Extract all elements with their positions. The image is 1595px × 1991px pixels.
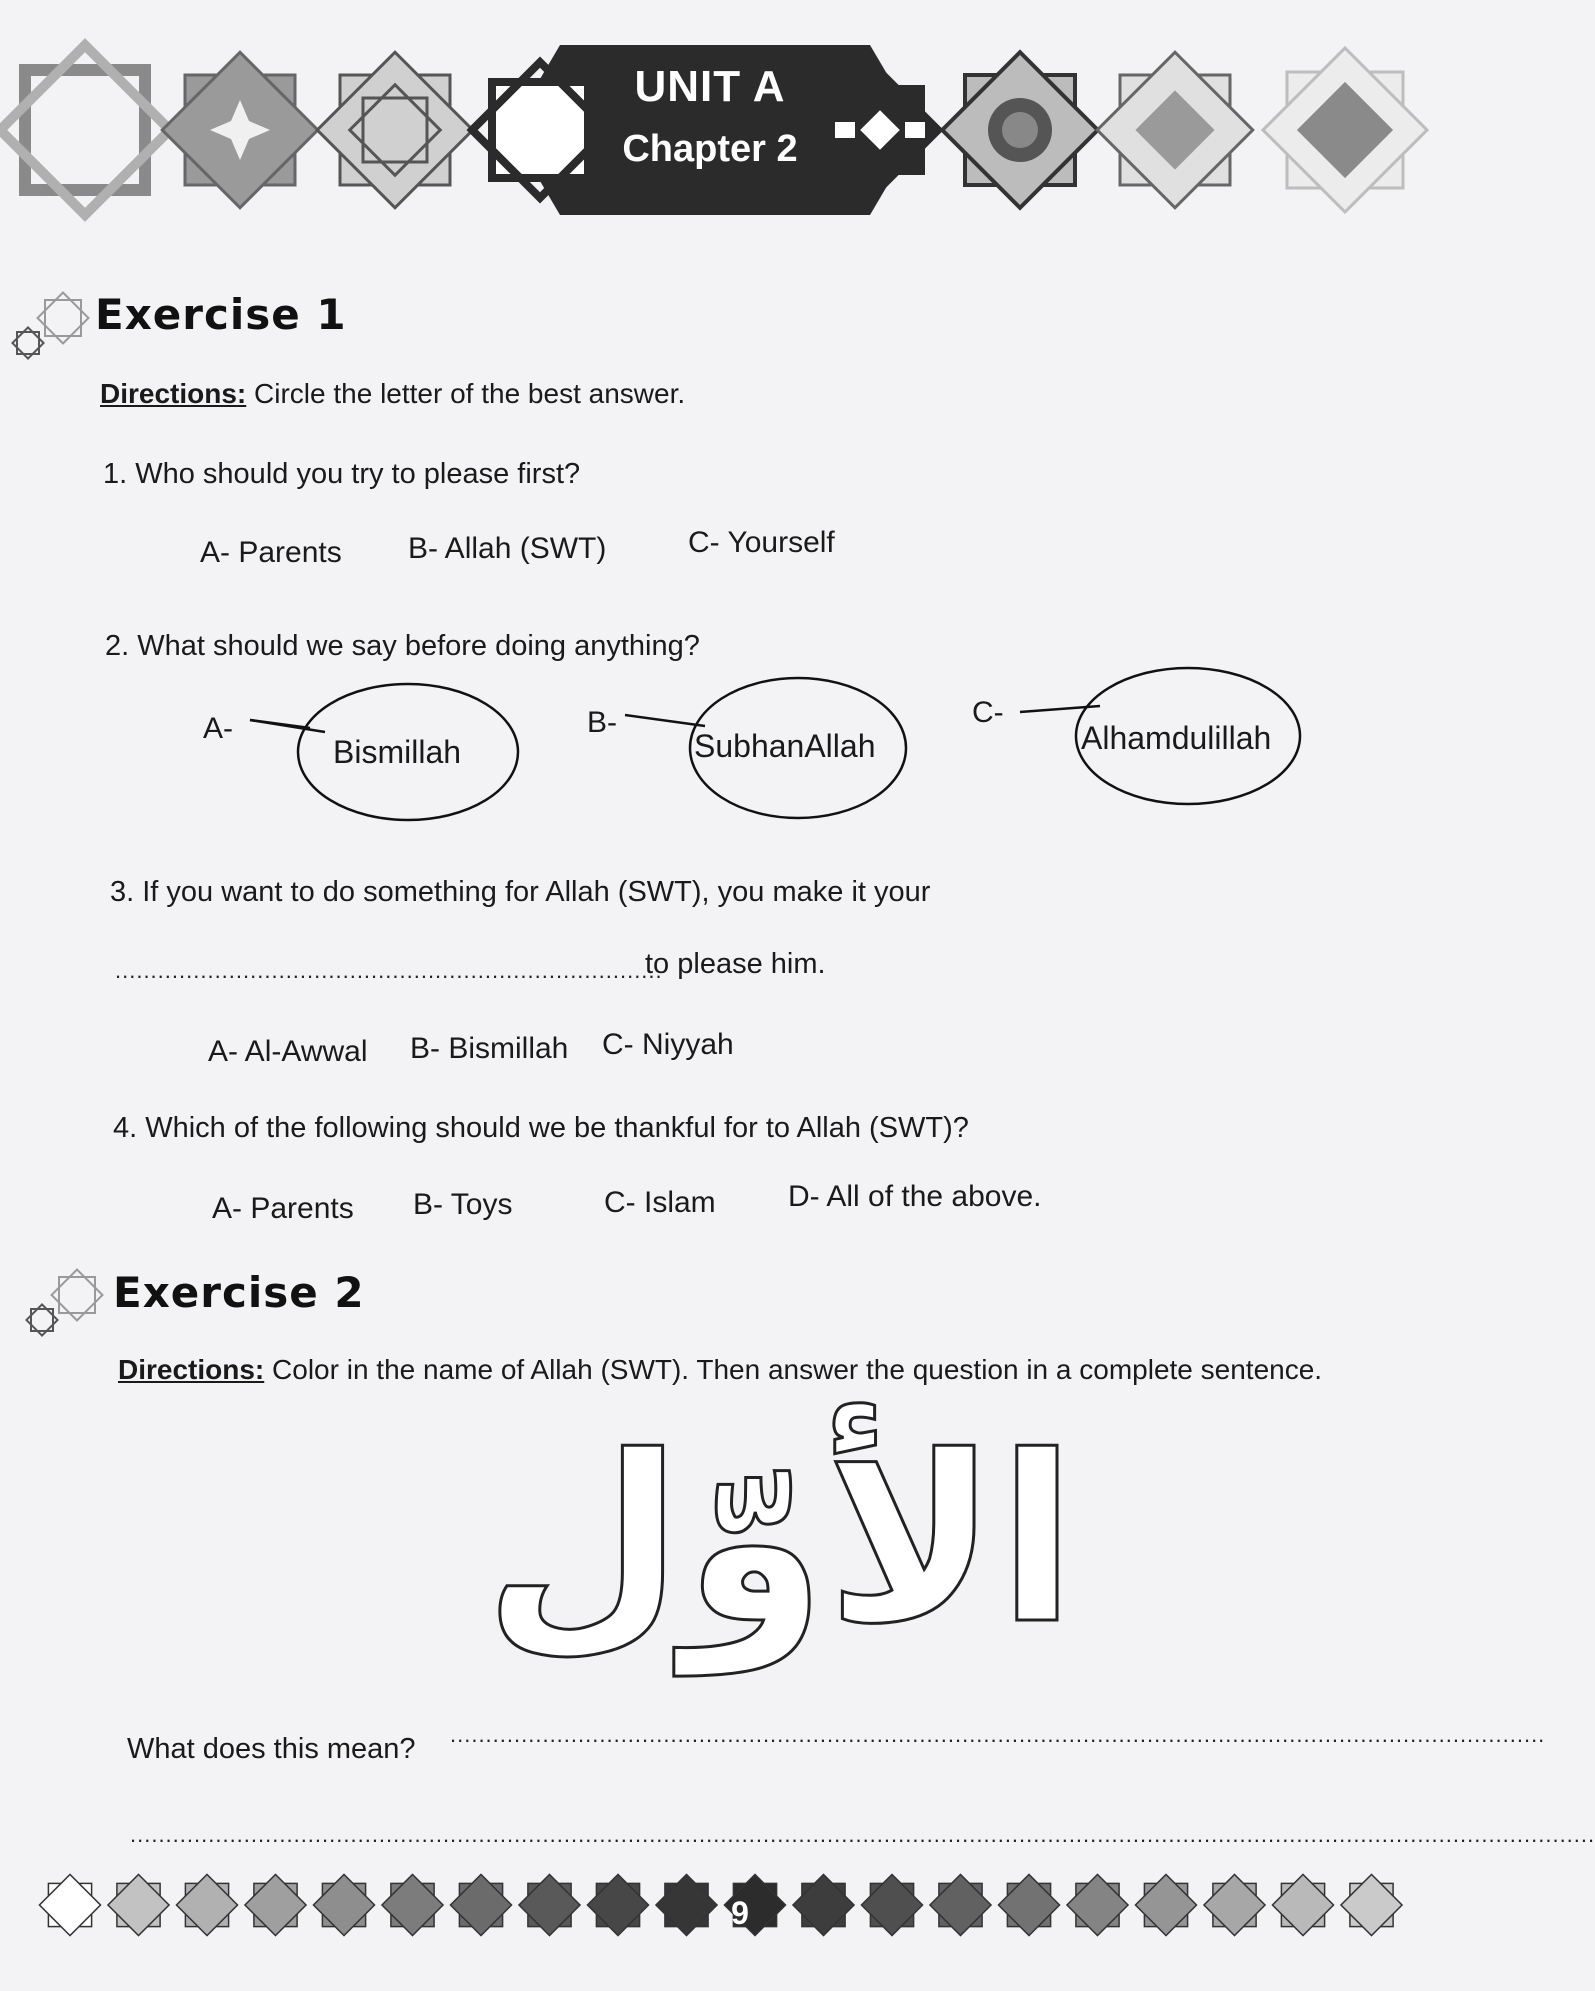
directions-text: Color in the name of Allah (SWT). Then answer the question in a complete sentence. (264, 1354, 1323, 1385)
octagram-star-icon (313, 1874, 374, 1935)
octagram-star-icon (587, 1874, 648, 1935)
q2-option-b[interactable]: B- (587, 706, 617, 739)
octagram-star-icon (1272, 1874, 1333, 1935)
answer-line-1[interactable]: .......................................................................................................................................................... (450, 1722, 1546, 1747)
small-flower-icon (22, 1265, 112, 1345)
octagram-star-icon (1204, 1874, 1265, 1935)
bubble-bismillah: Bismillah (333, 734, 462, 770)
octagram-star-icon (382, 1874, 443, 1935)
octagram-star-icon (1135, 1874, 1196, 1935)
octagram-star-icon (1341, 1874, 1402, 1935)
directions-label: Directions: (100, 378, 247, 409)
octagram-star-icon (998, 1874, 1059, 1935)
unit-title: UNIT A (634, 62, 786, 111)
q1-option-c[interactable]: C- Yourself (688, 526, 835, 559)
octagram-star-icon (519, 1874, 580, 1935)
octagram-star-icon (450, 1874, 511, 1935)
question-4: 4. Which of the following should we be thankful for to Allah (SWT)? (113, 1112, 969, 1144)
octagram-star-icon (176, 1874, 237, 1935)
octagram-star-icon (108, 1874, 169, 1935)
q3-option-c[interactable]: C- Niyyah (602, 1028, 734, 1061)
octagram-star-icon (162, 52, 318, 208)
exercise-1-directions (100, 378, 685, 410)
q1-option-b[interactable]: B- Allah (SWT) (408, 532, 607, 565)
question-3-continuation: to please him. (645, 948, 826, 980)
bubble-subhanallah: SubhanAllah (694, 728, 876, 764)
exercise-2-directions (118, 1354, 1438, 1386)
answer-blank-q3[interactable]: ............................................................................. (115, 958, 663, 983)
exercise-2-question: What does this mean? (127, 1733, 416, 1765)
octagram-star-icon (793, 1874, 854, 1935)
directions-label: Directions: (118, 1354, 265, 1385)
octagram-star-icon (1097, 52, 1253, 208)
question-1: 1. Who should you try to please first? (103, 458, 581, 490)
q1-option-a[interactable]: A- Parents (200, 536, 342, 569)
q4-option-a[interactable]: A- Parents (212, 1192, 354, 1225)
q4-option-b[interactable]: B- Toys (413, 1188, 513, 1221)
small-flower-icon (8, 288, 98, 368)
chapter-title: Chapter 2 (622, 128, 798, 170)
directions-text: Circle the letter of the best answer. (246, 378, 686, 409)
q3-option-b[interactable]: B- Bismillah (410, 1032, 569, 1065)
octagram-star-icon (1067, 1874, 1128, 1935)
answer-line-2[interactable]: .............................................................................................................................................................................................................. (130, 1822, 1595, 1847)
question-2: 2. What should we say before doing anything? (105, 630, 700, 662)
octagram-star-icon (942, 52, 1098, 208)
exercise-1-title: Exercise 1 (95, 290, 347, 339)
arabic-word-text: الأوّل (483, 1408, 1077, 1675)
q2-option-c[interactable]: C- (972, 696, 1004, 729)
octagram-star-icon (0, 45, 170, 215)
q2-option-a[interactable]: A- (203, 712, 233, 745)
octagram-star-icon (1263, 48, 1427, 212)
octagram-star-icon (930, 1874, 991, 1935)
bubble-alhamdulillah: Alhamdulillah (1081, 720, 1272, 756)
octagram-star-icon (861, 1874, 922, 1935)
exercise-2-title: Exercise 2 (113, 1268, 365, 1317)
page-number: 9 (731, 1895, 749, 1931)
q4-option-c[interactable]: C- Islam (604, 1186, 716, 1219)
q3-option-a[interactable]: A- Al-Awwal (208, 1035, 368, 1068)
octagram-star-icon (245, 1874, 306, 1935)
question-3: 3. If you want to do something for Allah (SWT), you make it your (110, 876, 931, 908)
arabic-word-coloring[interactable] (483, 1400, 1077, 1700)
octagram-star-icon (317, 52, 473, 208)
q4-option-d[interactable]: D- All of the above. (788, 1180, 1042, 1213)
octagram-star-icon (39, 1874, 100, 1935)
